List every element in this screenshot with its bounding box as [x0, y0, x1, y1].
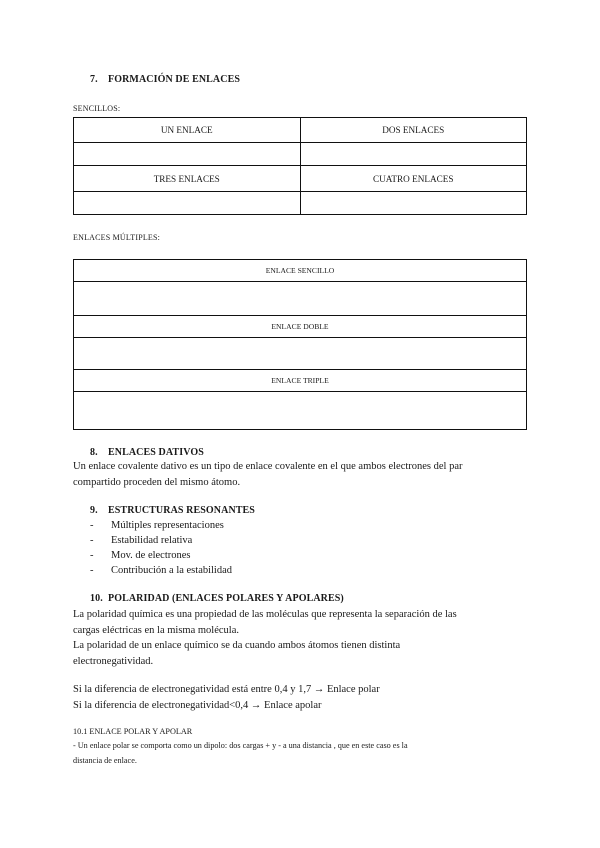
bullet-dash: -	[90, 520, 94, 531]
list-item	[90, 563, 232, 578]
section-7-heading	[90, 74, 240, 85]
table-row	[74, 118, 527, 143]
table-cell-header: ENLACE SENCILLO	[74, 260, 527, 282]
bullet-dash: -	[90, 565, 94, 576]
table-row	[74, 166, 527, 192]
table-cell-header: CUATRO ENLACES	[300, 166, 527, 192]
table-cell-header: UN ENLACE	[74, 118, 301, 143]
table-cell-header: ENLACE DOBLE	[74, 316, 527, 338]
list-item-text: Estabilidad relativa	[111, 535, 193, 546]
table-cell-empty	[300, 143, 527, 166]
section-10-heading	[90, 593, 344, 604]
table-row	[74, 370, 527, 392]
list-item	[90, 518, 232, 533]
text-line: Un enlace covalente dativo es un tipo de enlace covalente en el que ambos electrones del par	[73, 461, 463, 472]
table-cell-empty	[74, 338, 527, 370]
resonance-list	[90, 518, 232, 578]
simple-bonds-table	[73, 117, 527, 215]
table-cell-empty	[74, 282, 527, 316]
section-8-number: 8.	[90, 447, 98, 458]
section-9-heading	[90, 505, 255, 516]
text-line: - Un enlace polar se comporta como un dipolo: dos cargas + y - a una distancia , que en este caso es la	[73, 741, 408, 750]
table-cell-empty	[74, 143, 301, 166]
table-row	[74, 192, 527, 215]
subsection-10-1-paragraph	[73, 739, 408, 768]
table-row	[74, 260, 527, 282]
section-10-number: 10.	[90, 593, 103, 604]
table-row	[74, 392, 527, 430]
text-line: Si la diferencia de electronegatividad<0,4 → Enlace apolar	[73, 699, 322, 711]
multiples-label: ENLACES MÚLTIPLES:	[73, 233, 161, 242]
section-9-number: 9.	[90, 505, 98, 516]
table-row	[74, 282, 527, 316]
section-7-title: FORMACIÓN DE ENLACES	[108, 74, 241, 85]
table-row	[74, 338, 527, 370]
subsection-10-1-title: 10.1 ENLACE POLAR Y APOLAR	[73, 727, 193, 736]
section-9-title: ESTRUCTURAS RESONANTES	[108, 505, 255, 516]
section-8-title: ENLACES DATIVOS	[108, 447, 204, 458]
table-cell-header: DOS ENLACES	[300, 118, 527, 143]
multiple-bonds-table	[73, 259, 527, 430]
text-line: electronegatividad.	[73, 655, 154, 667]
text-line: distancia de enlace.	[73, 755, 137, 765]
bullet-dash: -	[90, 535, 94, 546]
table-cell-empty	[74, 192, 301, 215]
list-item-text: Contribución a la estabilidad	[111, 565, 233, 576]
text-line: compartido proceden del mismo átomo.	[73, 476, 241, 488]
text-line: Si la diferencia de electronegatividad está entre 0,4 y 1,7 → Enlace polar	[73, 684, 380, 695]
bullet-dash: -	[90, 550, 94, 561]
table-cell-header: TRES ENLACES	[74, 166, 301, 192]
table-row	[74, 316, 527, 338]
list-item	[90, 548, 232, 563]
list-item-text: Múltiples representaciones	[111, 520, 224, 531]
section-10-title: POLARIDAD (ENLACES POLARES Y APOLARES)	[108, 593, 344, 604]
section-8-heading	[90, 447, 204, 458]
text-line: La polaridad de un enlace químico se da cuando ambos átomos tienen distinta	[73, 640, 401, 651]
table-row	[74, 143, 527, 166]
sencillos-label: SENCILLOS:	[73, 104, 121, 113]
list-item	[90, 533, 232, 548]
table-cell-empty	[74, 392, 527, 430]
section-10-paragraph	[73, 607, 457, 669]
text-line: La polaridad química es una propiedad de las moléculas que representa la separación de las	[73, 609, 457, 620]
text-line: cargas eléctricas en la misma molécula.	[73, 624, 239, 636]
table-cell-header: ENLACE TRIPLE	[74, 370, 527, 392]
list-item-text: Mov. de electrones	[111, 550, 191, 561]
section-7-number: 7.	[90, 74, 98, 85]
section-8-paragraph	[73, 459, 463, 490]
table-cell-empty	[300, 192, 527, 215]
electronegativity-rules	[73, 682, 380, 713]
